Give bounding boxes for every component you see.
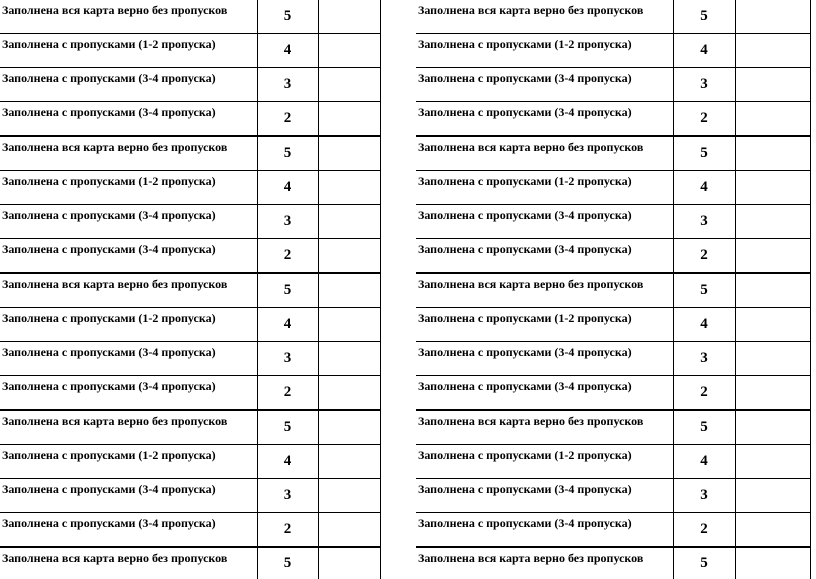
criterion-label: Заполнена с пропусками (1-2 пропуска) bbox=[416, 34, 673, 68]
score-value: 3 bbox=[673, 68, 735, 102]
mark-cell[interactable] bbox=[735, 308, 810, 342]
scoring-table-right bbox=[416, 0, 811, 579]
table-row bbox=[416, 342, 810, 376]
criterion-label: Заполнена с пропусками (3-4 пропуска) bbox=[416, 376, 673, 411]
table-row bbox=[0, 308, 380, 342]
table-row bbox=[0, 273, 380, 308]
mark-cell[interactable] bbox=[735, 68, 810, 102]
mark-cell[interactable] bbox=[318, 34, 380, 68]
criterion-label: Заполнена с пропусками (3-4 пропуска) bbox=[416, 342, 673, 376]
table-row bbox=[0, 410, 380, 445]
table-row bbox=[0, 342, 380, 376]
mark-cell[interactable] bbox=[735, 205, 810, 239]
criterion-label: Заполнена вся карта верно без пропусков bbox=[0, 0, 257, 34]
criterion-label: Заполнена с пропусками (1-2 пропуска) bbox=[416, 445, 673, 479]
table-row bbox=[0, 547, 380, 579]
criterion-label: Заполнена с пропусками (3-4 пропуска) bbox=[0, 513, 257, 548]
score-value: 2 bbox=[673, 376, 735, 411]
score-value: 2 bbox=[257, 239, 318, 274]
criterion-label: Заполнена вся карта верно без пропусков bbox=[416, 410, 673, 445]
table-row bbox=[416, 136, 810, 171]
score-value: 4 bbox=[257, 171, 318, 205]
mark-cell[interactable] bbox=[318, 479, 380, 513]
score-value: 2 bbox=[257, 513, 318, 548]
table-row bbox=[0, 0, 380, 34]
table-row bbox=[0, 376, 380, 411]
mark-cell[interactable] bbox=[735, 171, 810, 205]
criterion-label: Заполнена вся карта верно без пропусков bbox=[416, 547, 673, 579]
score-value: 5 bbox=[673, 547, 735, 579]
criterion-label: Заполнена вся карта верно без пропусков bbox=[416, 273, 673, 308]
criterion-label: Заполнена с пропусками (3-4 пропуска) bbox=[0, 239, 257, 274]
mark-cell[interactable] bbox=[735, 102, 810, 137]
mark-cell[interactable] bbox=[318, 342, 380, 376]
criterion-label: Заполнена с пропусками (3-4 пропуска) bbox=[416, 205, 673, 239]
criterion-label: Заполнена с пропусками (1-2 пропуска) bbox=[0, 34, 257, 68]
score-value: 5 bbox=[673, 273, 735, 308]
criterion-label: Заполнена с пропусками (3-4 пропуска) bbox=[416, 479, 673, 513]
mark-cell[interactable] bbox=[735, 239, 810, 274]
criterion-label: Заполнена с пропусками (3-4 пропуска) bbox=[416, 239, 673, 274]
score-value: 3 bbox=[257, 479, 318, 513]
score-value: 5 bbox=[257, 410, 318, 445]
score-value: 3 bbox=[257, 205, 318, 239]
criterion-label: Заполнена вся карта верно без пропусков bbox=[0, 547, 257, 579]
mark-cell[interactable] bbox=[318, 68, 380, 102]
table-row bbox=[416, 445, 810, 479]
score-value: 4 bbox=[673, 171, 735, 205]
table-row bbox=[0, 171, 380, 205]
mark-cell[interactable] bbox=[318, 513, 380, 548]
score-value: 2 bbox=[257, 102, 318, 137]
table-row bbox=[416, 376, 810, 411]
criterion-label: Заполнена вся карта верно без пропусков bbox=[0, 136, 257, 171]
criterion-label: Заполнена с пропусками (3-4 пропуска) bbox=[0, 68, 257, 102]
mark-cell[interactable] bbox=[318, 205, 380, 239]
criterion-label: Заполнена вся карта верно без пропусков bbox=[0, 273, 257, 308]
criterion-label: Заполнена с пропусками (3-4 пропуска) bbox=[0, 205, 257, 239]
mark-cell[interactable] bbox=[318, 547, 380, 579]
table-row bbox=[0, 205, 380, 239]
criterion-label: Заполнена с пропусками (3-4 пропуска) bbox=[0, 479, 257, 513]
score-value: 3 bbox=[673, 479, 735, 513]
score-value: 5 bbox=[257, 136, 318, 171]
score-value: 2 bbox=[673, 239, 735, 274]
score-value: 5 bbox=[257, 547, 318, 579]
mark-cell[interactable] bbox=[735, 34, 810, 68]
criterion-label: Заполнена с пропусками (1-2 пропуска) bbox=[0, 171, 257, 205]
criterion-label: Заполнена вся карта верно без пропусков bbox=[416, 0, 673, 34]
criterion-label: Заполнена с пропусками (1-2 пропуска) bbox=[0, 308, 257, 342]
score-value: 2 bbox=[673, 102, 735, 137]
mark-cell[interactable] bbox=[735, 479, 810, 513]
table-row bbox=[416, 239, 810, 274]
table-row bbox=[416, 513, 810, 548]
score-value: 3 bbox=[673, 342, 735, 376]
mark-cell[interactable] bbox=[318, 239, 380, 274]
mark-cell[interactable] bbox=[735, 376, 810, 411]
table-row bbox=[416, 273, 810, 308]
score-value: 4 bbox=[257, 308, 318, 342]
criterion-label: Заполнена с пропусками (1-2 пропуска) bbox=[416, 308, 673, 342]
table-body bbox=[416, 0, 810, 579]
table-row bbox=[416, 547, 810, 579]
criterion-label: Заполнена с пропусками (1-2 пропуска) bbox=[416, 171, 673, 205]
mark-cell[interactable] bbox=[735, 513, 810, 548]
table-row bbox=[416, 308, 810, 342]
criterion-label: Заполнена с пропусками (3-4 пропуска) bbox=[0, 376, 257, 411]
criterion-label: Заполнена вся карта верно без пропусков bbox=[416, 136, 673, 171]
table-row bbox=[0, 239, 380, 274]
score-value: 5 bbox=[257, 0, 318, 34]
score-value: 5 bbox=[673, 0, 735, 34]
criterion-label: Заполнена с пропусками (1-2 пропуска) bbox=[0, 445, 257, 479]
table-row bbox=[0, 102, 380, 137]
table-row bbox=[0, 68, 380, 102]
table-row bbox=[0, 445, 380, 479]
mark-cell[interactable] bbox=[735, 445, 810, 479]
table-body bbox=[0, 0, 380, 579]
score-value: 4 bbox=[257, 34, 318, 68]
score-value: 2 bbox=[673, 513, 735, 548]
table-row bbox=[0, 479, 380, 513]
score-value: 3 bbox=[257, 342, 318, 376]
score-value: 3 bbox=[673, 205, 735, 239]
table-row bbox=[416, 205, 810, 239]
mark-cell[interactable] bbox=[735, 342, 810, 376]
table-row bbox=[416, 410, 810, 445]
table-row bbox=[416, 0, 810, 34]
score-value: 5 bbox=[673, 136, 735, 171]
mark-cell[interactable] bbox=[318, 273, 380, 308]
score-value: 4 bbox=[673, 445, 735, 479]
mark-cell[interactable] bbox=[318, 308, 380, 342]
criterion-label: Заполнена с пропусками (3-4 пропуска) bbox=[416, 513, 673, 548]
mark-cell[interactable] bbox=[735, 136, 810, 171]
scoring-table-left bbox=[0, 0, 381, 579]
mark-cell[interactable] bbox=[318, 0, 380, 34]
score-value: 3 bbox=[257, 68, 318, 102]
mark-cell[interactable] bbox=[318, 410, 380, 445]
table-row bbox=[0, 34, 380, 68]
table-row bbox=[416, 479, 810, 513]
mark-cell[interactable] bbox=[735, 273, 810, 308]
score-value: 2 bbox=[257, 376, 318, 411]
criterion-label: Заполнена с пропусками (3-4 пропуска) bbox=[0, 342, 257, 376]
mark-cell[interactable] bbox=[735, 0, 810, 34]
table-row bbox=[0, 513, 380, 548]
mark-cell[interactable] bbox=[318, 136, 380, 171]
criterion-label: Заполнена вся карта верно без пропусков bbox=[0, 410, 257, 445]
table-row bbox=[416, 171, 810, 205]
mark-cell[interactable] bbox=[318, 376, 380, 411]
score-value: 5 bbox=[257, 273, 318, 308]
score-value: 4 bbox=[257, 445, 318, 479]
table-row bbox=[416, 102, 810, 137]
score-value: 4 bbox=[673, 308, 735, 342]
mark-cell[interactable] bbox=[318, 102, 380, 137]
mark-cell[interactable] bbox=[318, 171, 380, 205]
table-row bbox=[416, 34, 810, 68]
score-value: 5 bbox=[673, 410, 735, 445]
mark-cell[interactable] bbox=[318, 445, 380, 479]
criterion-label: Заполнена с пропусками (3-4 пропуска) bbox=[0, 102, 257, 137]
mark-cell[interactable] bbox=[735, 547, 810, 579]
criterion-label: Заполнена с пропусками (3-4 пропуска) bbox=[416, 68, 673, 102]
table-row bbox=[416, 68, 810, 102]
table-row bbox=[0, 136, 380, 171]
score-value: 4 bbox=[673, 34, 735, 68]
criterion-label: Заполнена с пропусками (3-4 пропуска) bbox=[416, 102, 673, 137]
mark-cell[interactable] bbox=[735, 410, 810, 445]
